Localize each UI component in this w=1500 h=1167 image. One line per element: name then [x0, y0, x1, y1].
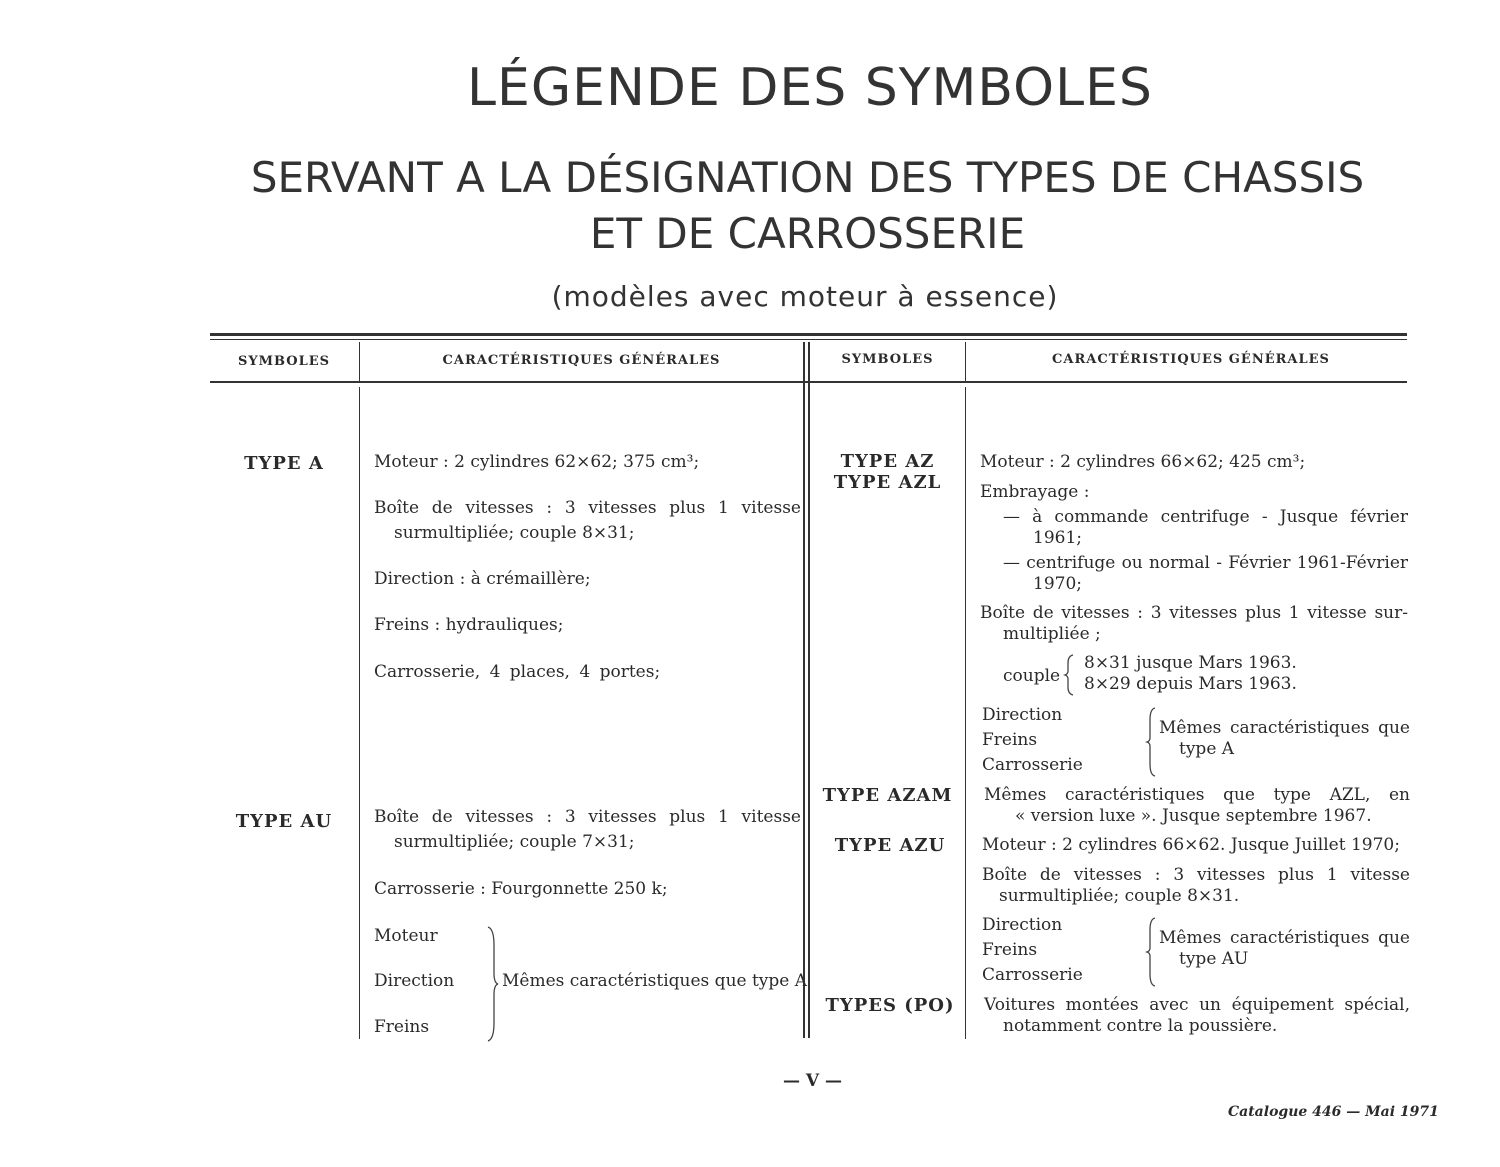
type-azam-line-1: Mêmes caractéristiques que type AZL, en: [984, 785, 1410, 805]
type-azu-carrosserie: Carrosserie: [982, 965, 1083, 985]
type-azu-freins: Freins: [982, 940, 1038, 960]
symbol-type-azu: TYPE AZU: [834, 835, 946, 856]
type-az-embrayage-1a: — à commande centrifuge - Jusque février: [1003, 507, 1408, 527]
types-po-line-1: Voitures montées avec un équipement spécial,: [984, 995, 1410, 1015]
symbol-type-a: TYPE A: [244, 453, 324, 474]
type-au-direction: Direction: [374, 971, 455, 991]
subtitle-line-1: SERVANT A LA DÉSIGNATION DES TYPES DE CHASSIS: [250, 153, 1365, 202]
type-az-carrosserie: Carrosserie: [982, 755, 1083, 775]
center-double-line-b: [808, 342, 810, 1038]
type-az-boite-line-2: multipliée ;: [1003, 624, 1101, 644]
catalogue-footer: Catalogue 446 — Mai 1971: [1228, 1104, 1439, 1120]
type-au-boite-line-1: Boîte de vitesses : 3 vitesses plus 1 vitesse: [374, 807, 801, 827]
page-number: — V —: [782, 1071, 843, 1091]
type-azu-boite-line-1: Boîte de vitesses : 3 vitesses plus 1 vitesse: [982, 865, 1410, 885]
table-top-rule: [210, 333, 1407, 336]
symbol-types-po: TYPES (PO): [825, 995, 955, 1016]
type-az-same-2: type A: [1179, 739, 1235, 759]
types-po-line-2: notamment contre la poussière.: [1003, 1016, 1278, 1036]
type-az-couple-label: couple: [1003, 666, 1061, 686]
type-a-direction: Direction : à crémaillère;: [374, 569, 591, 589]
header-caracteristiques-right: CARACTÉRISTIQUES GÉNÉRALES: [1052, 352, 1330, 367]
curly-brace-icon: [1145, 706, 1159, 778]
type-au-moteur: Moteur: [374, 926, 438, 946]
type-a-boite-line-1: Boîte de vitesses : 3 vitesses plus 1 vitesse: [374, 498, 801, 518]
type-azu-direction: Direction: [982, 915, 1063, 935]
type-au-carrosserie: Carrosserie : Fourgonnette 250 k;: [374, 879, 668, 899]
type-az-embrayage-1b: 1961;: [1033, 528, 1082, 548]
subtitle-line-2: ET DE CARROSSERIE: [589, 209, 1026, 258]
type-a-boite-line-2: surmultipliée; couple 8×31;: [394, 523, 635, 543]
header-symboles-right: SYMBOLES: [841, 352, 934, 367]
type-au-freins: Freins: [374, 1017, 430, 1037]
type-az-embrayage-2b: 1970;: [1033, 574, 1082, 594]
type-azu-same-1: Mêmes caractéristiques que: [1159, 928, 1410, 948]
center-double-line-a: [803, 342, 805, 1038]
symbol-type-az: TYPE AZ: [840, 451, 935, 472]
column-divider-3-body: [965, 387, 966, 1039]
curly-brace-icon: [1145, 916, 1159, 988]
type-au-same: Mêmes caractéristiques que type A: [502, 971, 808, 991]
type-az-boite-line-1: Boîte de vitesses : 3 vitesses plus 1 vitesse sur-: [980, 603, 1408, 623]
type-a-moteur: Moteur : 2 cylindres 62×62; 375 cm³;: [374, 452, 700, 472]
type-az-freins: Freins: [982, 730, 1038, 750]
type-azu-same-2: type AU: [1179, 949, 1249, 969]
type-azam-line-2: « version luxe ». Jusque septembre 1967.: [1015, 806, 1372, 826]
type-az-moteur: Moteur : 2 cylindres 66×62; 425 cm³;: [980, 452, 1306, 472]
curly-brace-icon: [484, 925, 500, 1043]
column-divider-1-body: [359, 387, 360, 1039]
page-title: LÉGENDE DES SYMBOLES: [467, 58, 1153, 118]
symbol-type-au: TYPE AU: [235, 811, 333, 832]
type-a-freins: Freins : hydrauliques;: [374, 615, 564, 635]
curly-brace-icon: [1063, 653, 1077, 697]
page-subtitle: [205, 150, 1410, 262]
type-az-couple-2: 8×29 depuis Mars 1963.: [1084, 674, 1297, 694]
type-az-embrayage: Embrayage :: [980, 482, 1090, 502]
type-az-couple-1: 8×31 jusque Mars 1963.: [1084, 653, 1297, 673]
page-note: (modèles avec moteur à essence): [551, 280, 1059, 313]
type-a-carrosserie: Carrosserie, 4 places, 4 portes;: [374, 662, 661, 682]
table-top-rule-2: [210, 339, 1407, 340]
type-az-direction: Direction: [982, 705, 1063, 725]
type-azu-boite-line-2: surmultipliée; couple 8×31.: [999, 886, 1240, 906]
symbol-type-azl: TYPE AZL: [833, 472, 942, 493]
type-azu-moteur: Moteur : 2 cylindres 66×62. Jusque Juillet 1970;: [982, 835, 1400, 855]
type-az-embrayage-2a: — centrifuge ou normal - Février 1961-Février: [1003, 553, 1408, 573]
type-au-boite-line-2: surmultipliée; couple 7×31;: [394, 832, 635, 852]
symbol-type-azam: TYPE AZAM: [822, 785, 953, 806]
type-az-same-1: Mêmes caractéristiques que: [1159, 718, 1410, 738]
header-caracteristiques-left: CARACTÉRISTIQUES GÉNÉRALES: [442, 353, 721, 368]
header-symboles-left: SYMBOLES: [237, 354, 331, 369]
